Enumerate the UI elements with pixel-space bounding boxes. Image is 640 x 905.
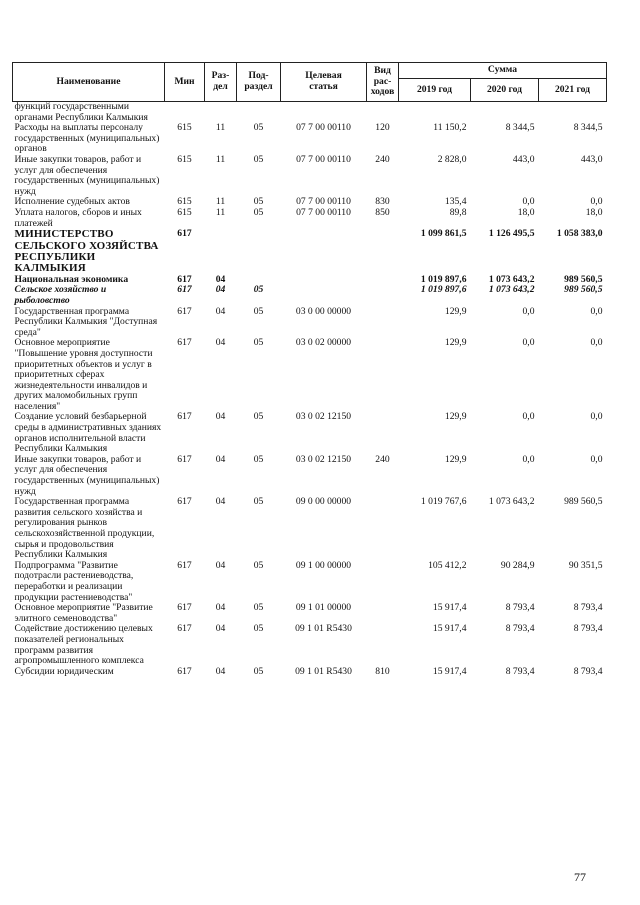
row-article: 09 1 01 00000	[295, 602, 352, 614]
row-sum-2020: 1 073 643,2	[488, 273, 535, 285]
row-article: 07 7 00 00110	[296, 122, 351, 134]
row-subsection: 05	[253, 559, 264, 571]
row-section: 11	[215, 122, 226, 134]
row-sum-2021: 0,0	[590, 453, 603, 465]
header-year-2019: 2019 год	[399, 79, 471, 102]
row-name: Содействие достижению целевых показателей региональных программ развития агропромышленного комплекса	[14, 623, 153, 667]
row-sum-2020: 1 126 495,5	[488, 228, 535, 240]
row-sum-2021: 90 351,5	[568, 559, 603, 571]
header-article: Целевая статья	[281, 63, 367, 102]
header-subsection: Под- раздел	[237, 63, 281, 102]
row-subsection	[237, 229, 281, 275]
row-section: 04	[215, 602, 226, 614]
row-expense-type	[367, 307, 399, 339]
row-expense-type: 810	[375, 665, 390, 677]
row-expense-type	[367, 561, 399, 603]
row-name: Подпрограмма "Развитие подотрасли растениеводства, переработки и реализации продукции растениеводства"	[14, 559, 134, 603]
row-subsection: 05	[253, 305, 264, 317]
row-article: 03 0 02 00000	[295, 337, 352, 349]
row-subsection: 05	[253, 623, 264, 635]
row-sum-2019: 1 019 767,6	[420, 496, 467, 508]
row-sum-2019	[399, 102, 471, 124]
row-expense-type	[367, 285, 399, 306]
row-min: 615	[177, 206, 192, 218]
row-min: 617	[177, 496, 192, 508]
row-name: Иные закупки товаров, работ и услуг для обеспечения государственных (муниципальных) нужд	[14, 153, 160, 197]
row-expense-type	[367, 497, 399, 561]
row-name: Создание условий безбарьерной среды в административных зданиях органов исполнительной власти Республики Калмыкия	[14, 411, 162, 455]
row-name: Субсидии юридическим	[14, 665, 114, 677]
table-row	[13, 229, 607, 275]
row-sum-2020	[471, 102, 539, 124]
row-sum-2019: 89,8	[449, 206, 467, 218]
row-section: 04	[215, 665, 226, 677]
row-expense-type: 240	[375, 153, 390, 165]
row-article: 09 1 00 00000	[295, 559, 352, 571]
row-section	[205, 229, 237, 275]
row-sum-2019: 15 917,4	[432, 665, 467, 677]
row-expense-type	[367, 412, 399, 454]
row-sum-2020: 1 073 643,2	[488, 496, 535, 508]
row-name: Основное мероприятие "Повышение уровня доступности приоритетных объектов и услуг в приоритетных сферах жизнедеятельности инвалидов и других маломобильных групп населения"	[14, 337, 153, 412]
row-sum-2019: 129,9	[444, 305, 467, 317]
row-sum-2019: 129,9	[444, 337, 467, 349]
row-expense-type: 850	[375, 206, 390, 218]
row-sum-2020: 8 344,5	[505, 122, 535, 134]
row-sum-2019: 1 019 897,6	[420, 284, 467, 296]
row-sum-2020: 443,0	[512, 153, 535, 165]
row-sum-2020: 0,0	[522, 411, 535, 423]
table-row	[13, 561, 607, 603]
page-number: 77	[574, 870, 586, 884]
row-section: 11	[215, 153, 226, 165]
row-sum-2019: 1 019 897,6	[420, 273, 467, 285]
table-body	[13, 102, 607, 678]
row-sum-2020: 1 073 643,2	[488, 284, 535, 296]
row-section	[205, 102, 237, 124]
row-article: 09 1 01 R5430	[295, 665, 352, 677]
row-section: 04	[215, 411, 226, 423]
row-sum-2021: 8 793,4	[573, 602, 603, 614]
row-sum-2021: 0,0	[590, 411, 603, 423]
header-year-2021: 2021 год	[539, 79, 607, 102]
table-row	[13, 497, 607, 561]
row-article	[281, 102, 367, 124]
table-row	[13, 102, 607, 124]
row-article	[281, 229, 367, 275]
row-min: 615	[177, 153, 192, 165]
row-section: 04	[215, 284, 226, 296]
row-article: 03 0 02 12150	[295, 411, 352, 423]
header-expense-type: Вид рас- ходов	[367, 63, 399, 102]
row-expense-type: 120	[375, 122, 390, 134]
row-expense-type	[367, 624, 399, 666]
row-sum-2021: 8 793,4	[573, 623, 603, 635]
table-row	[13, 123, 607, 155]
row-min: 615	[177, 196, 192, 208]
row-sum-2021: 8 344,5	[573, 122, 603, 134]
row-sum-2021: 1 058 383,0	[556, 228, 603, 240]
row-sum-2019: 2 828,0	[437, 153, 467, 165]
row-section: 04	[215, 559, 226, 571]
row-subsection: 05	[253, 206, 264, 218]
row-sum-2021	[539, 102, 607, 124]
row-expense-type	[367, 229, 399, 275]
row-sum-2019: 15 917,4	[432, 623, 467, 635]
row-article: 09 0 00 00000	[295, 496, 352, 508]
table-row	[13, 412, 607, 454]
table-row	[13, 455, 607, 497]
row-min: 617	[177, 665, 192, 677]
table-row	[13, 667, 607, 678]
row-section: 04	[215, 305, 226, 317]
row-name: Национальная экономика	[14, 273, 129, 285]
row-name: Государственная программа Республики Калмыкия "Доступная среда"	[14, 305, 158, 338]
row-sum-2021: 989 560,5	[564, 284, 603, 296]
row-expense-type	[367, 338, 399, 412]
row-article: 07 7 00 00110	[296, 153, 351, 165]
row-name: функций государственными органами Республики Калмыкия	[14, 101, 148, 123]
table-row	[13, 285, 607, 306]
row-sum-2020: 8 793,4	[505, 665, 535, 677]
row-min: 617	[177, 305, 192, 317]
row-section: 04	[215, 623, 226, 635]
table-row	[13, 338, 607, 412]
row-sum-2019: 15 917,4	[432, 602, 467, 614]
row-subsection: 05	[253, 337, 264, 349]
row-subsection: 05	[253, 665, 264, 677]
row-min: 617	[177, 273, 192, 285]
table-row	[13, 603, 607, 624]
row-sum-2021: 18,0	[585, 206, 603, 218]
row-sum-2020: 0,0	[522, 196, 535, 208]
row-article: 07 7 00 00110	[296, 206, 351, 218]
row-sum-2020: 0,0	[522, 305, 535, 317]
row-section: 04	[215, 337, 226, 349]
row-section: 11	[215, 206, 226, 218]
row-min: 617	[177, 228, 192, 240]
row-expense-type	[367, 603, 399, 624]
table-row	[13, 155, 607, 197]
row-min: 617	[177, 623, 192, 635]
header-name: Наименование	[13, 63, 165, 102]
header-section: Раз- дел	[205, 63, 237, 102]
row-name: Основное мероприятие "Развитие элитного семеноводства"	[14, 602, 153, 624]
row-section: 04	[215, 453, 226, 465]
row-min: 617	[177, 453, 192, 465]
row-sum-2019: 1 099 861,5	[420, 228, 467, 240]
row-sum-2021: 989 560,5	[564, 273, 603, 285]
row-sum-2020: 0,0	[522, 337, 535, 349]
row-min: 617	[177, 337, 192, 349]
table-row	[13, 307, 607, 339]
row-name: Иные закупки товаров, работ и услуг для обеспечения государственных (муниципальных) нужд	[14, 453, 160, 497]
row-subsection: 05	[253, 196, 264, 208]
row-subsection: 05	[253, 153, 264, 165]
row-article: 03 0 00 00000	[295, 305, 352, 317]
row-article: 09 1 01 R5430	[295, 623, 352, 635]
row-expense-type: 830	[375, 196, 390, 208]
row-subsection: 05	[253, 284, 264, 296]
row-sum-2020: 90 284,9	[500, 559, 535, 571]
table-header	[13, 63, 607, 102]
row-sum-2020: 0,0	[522, 453, 535, 465]
row-name: Государственная программа развития сельского хозяйства и регулирования рынков сельскохозяйственной продукции, сырья и продовольствия Республики Калмыкия	[14, 496, 155, 561]
row-sum-2020: 8 793,4	[505, 602, 535, 614]
row-section: 04	[215, 496, 226, 508]
row-name: Исполнение судебных актов	[14, 196, 130, 208]
row-subsection: 05	[253, 496, 264, 508]
row-sum-2021: 8 793,4	[573, 665, 603, 677]
row-section: 04	[215, 273, 226, 285]
row-min: 617	[177, 284, 192, 296]
row-sum-2021: 989 560,5	[564, 496, 603, 508]
row-min: 617	[177, 559, 192, 571]
row-subsection: 05	[253, 411, 264, 423]
header-min: Мин	[165, 63, 205, 102]
table-row	[13, 208, 607, 229]
row-expense-type	[367, 102, 399, 124]
row-article	[281, 285, 367, 306]
row-subsection: 05	[253, 122, 264, 134]
budget-table	[12, 62, 607, 677]
row-name: МИНИСТЕРСТВО СЕЛЬСКОГО ХОЗЯЙСТВА РЕСПУБЛИКИ КАЛМЫКИЯ	[14, 228, 159, 275]
table-row	[13, 624, 607, 666]
row-sum-2019: 11 150,2	[433, 122, 467, 134]
row-article: 03 0 02 12150	[295, 453, 352, 465]
row-article: 07 7 00 00110	[296, 196, 351, 208]
header-sum: Сумма	[399, 63, 607, 79]
row-subsection	[237, 102, 281, 124]
row-sum-2021: 0,0	[590, 337, 603, 349]
row-sum-2020: 8 793,4	[505, 623, 535, 635]
row-min: 617	[177, 411, 192, 423]
row-section: 11	[215, 196, 226, 208]
row-sum-2019: 105 412,2	[428, 559, 467, 571]
row-subsection: 05	[253, 453, 264, 465]
row-min	[165, 102, 205, 124]
row-name: Уплата налогов, сборов и иных платежей	[14, 206, 142, 229]
row-article	[281, 275, 367, 286]
row-min: 617	[177, 602, 192, 614]
row-name: Сельское хозяйство и рыболовство	[14, 284, 107, 306]
row-sum-2021: 0,0	[590, 305, 603, 317]
row-sum-2021: 443,0	[580, 153, 603, 165]
header-year-2020: 2020 год	[471, 79, 539, 102]
row-name: Расходы на выплаты персоналу государственных (муниципальных) органов	[14, 122, 160, 155]
row-sum-2019: 129,9	[444, 411, 467, 423]
row-sum-2019: 135,4	[444, 196, 467, 208]
row-sum-2020: 18,0	[517, 206, 535, 218]
row-sum-2021: 0,0	[590, 196, 603, 208]
row-expense-type: 240	[375, 453, 390, 465]
row-expense-type	[367, 275, 399, 286]
row-min: 615	[177, 122, 192, 134]
row-subsection: 05	[253, 602, 264, 614]
row-sum-2019: 129,9	[444, 453, 467, 465]
